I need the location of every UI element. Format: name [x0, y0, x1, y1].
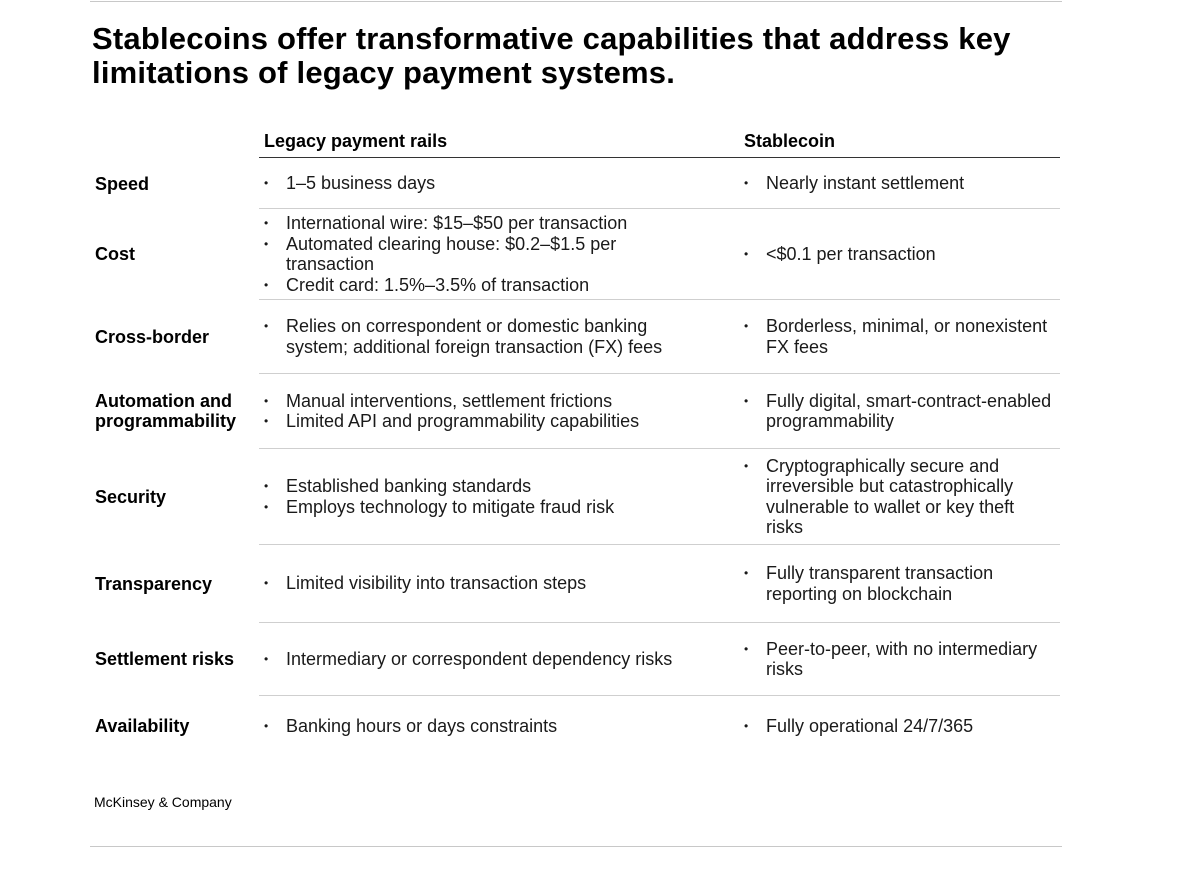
header-divider: [259, 157, 1060, 158]
legacy-cell: [264, 300, 709, 373]
bullet-list: [744, 563, 1056, 604]
row-label: Cost: [95, 244, 135, 264]
bullet-list: [744, 391, 1056, 432]
column-header-legacy: Legacy payment rails: [264, 131, 448, 151]
stablecoin-cell: [744, 545, 1056, 622]
legacy-cell: [264, 159, 709, 208]
bullet-item: • Fully digital, smart-contract-enabled programmability: [744, 391, 1056, 432]
bullet-item: • Automated clearing house: $0.2–$1.5 per transaction: [264, 234, 709, 275]
bullet-item: • Relies on correspondent or domestic banking system; additional foreign transaction (FX) fees: [264, 316, 709, 357]
bullet-item: • Fully transparent transaction reporting on blockchain: [744, 563, 1056, 604]
table-row: [0, 623, 1200, 695]
table-row: [0, 449, 1200, 544]
bullet-item: • Borderless, minimal, or nonexistent FX fees: [744, 316, 1056, 357]
bullet-list: [264, 173, 709, 194]
row-label: Security: [95, 486, 167, 507]
row-label: Cross-border: [95, 326, 210, 347]
bottom-divider: [90, 846, 1062, 847]
stablecoin-cell: [744, 209, 1056, 299]
bullet-item: • Intermediary or correspondent dependency risks: [264, 649, 709, 670]
legacy-cell: [264, 449, 709, 544]
bullet-list: [264, 316, 709, 357]
table-row: [0, 159, 1200, 208]
bullet-list: [264, 213, 709, 295]
bullet-list: [264, 573, 709, 594]
table-row: [0, 545, 1200, 622]
row-label: Automation and programmability: [95, 391, 237, 431]
stablecoin-cell: [744, 449, 1056, 544]
bullet-item: • <$0.1 per transaction: [744, 244, 1056, 265]
table-row: [0, 209, 1200, 299]
bullet-item: • Banking hours or days constraints: [264, 716, 709, 737]
stablecoin-cell: [744, 623, 1056, 695]
legacy-cell: [264, 696, 709, 756]
stablecoin-cell: [744, 300, 1056, 373]
bullet-list: [744, 456, 1056, 538]
table-row: [0, 696, 1200, 756]
row-label: Settlement risks: [95, 649, 235, 669]
stablecoin-cell: [744, 159, 1056, 208]
row-label: Availability: [95, 716, 190, 736]
legacy-cell: [264, 209, 709, 299]
bullet-item: • Credit card: 1.5%–3.5% of transaction: [264, 275, 709, 296]
bullet-item: • Established banking standards: [264, 476, 709, 497]
source-credit: McKinsey & Company: [94, 794, 232, 810]
row-label: Speed: [95, 173, 150, 194]
row-label: Transparency: [95, 573, 213, 594]
legacy-cell: [264, 623, 709, 695]
bullet-list: [744, 639, 1056, 680]
bullet-list: [264, 716, 709, 737]
bullet-item: • Cryptographically secure and irreversible but catastrophically vulnerable to wallet or key theft risks: [744, 456, 1056, 538]
bullet-list: [264, 649, 709, 670]
legacy-cell: [264, 374, 709, 448]
table-row: [0, 300, 1200, 373]
stablecoin-cell: [744, 696, 1056, 756]
bullet-item: • International wire: $15–$50 per transaction: [264, 213, 709, 234]
page-title: Stablecoins offer transformative capabilities that address key limitations of legacy payment systems.: [92, 21, 1011, 90]
stablecoin-cell: [744, 374, 1056, 448]
legacy-cell: [264, 545, 709, 622]
bullet-list: [744, 316, 1056, 357]
top-divider: [90, 1, 1062, 2]
bullet-list: [744, 716, 1056, 737]
bullet-list: [744, 173, 1056, 194]
bullet-item: • Limited API and programmability capabilities: [264, 411, 709, 432]
bullet-item: • Manual interventions, settlement frictions: [264, 391, 709, 412]
column-header-stablecoin: Stablecoin: [744, 131, 836, 151]
bullet-list: [264, 476, 709, 517]
bullet-item: • Limited visibility into transaction steps: [264, 573, 709, 594]
bullet-item: • 1–5 business days: [264, 173, 709, 194]
bullet-item: • Nearly instant settlement: [744, 173, 1056, 194]
bullet-item: • Employs technology to mitigate fraud risk: [264, 497, 709, 518]
bullet-list: [264, 391, 709, 432]
bullet-item: • Peer-to-peer, with no intermediary risks: [744, 639, 1056, 680]
table-row: [0, 374, 1200, 448]
bullet-item: • Fully operational 24/7/365: [744, 716, 1056, 737]
bullet-list: [744, 244, 1056, 265]
